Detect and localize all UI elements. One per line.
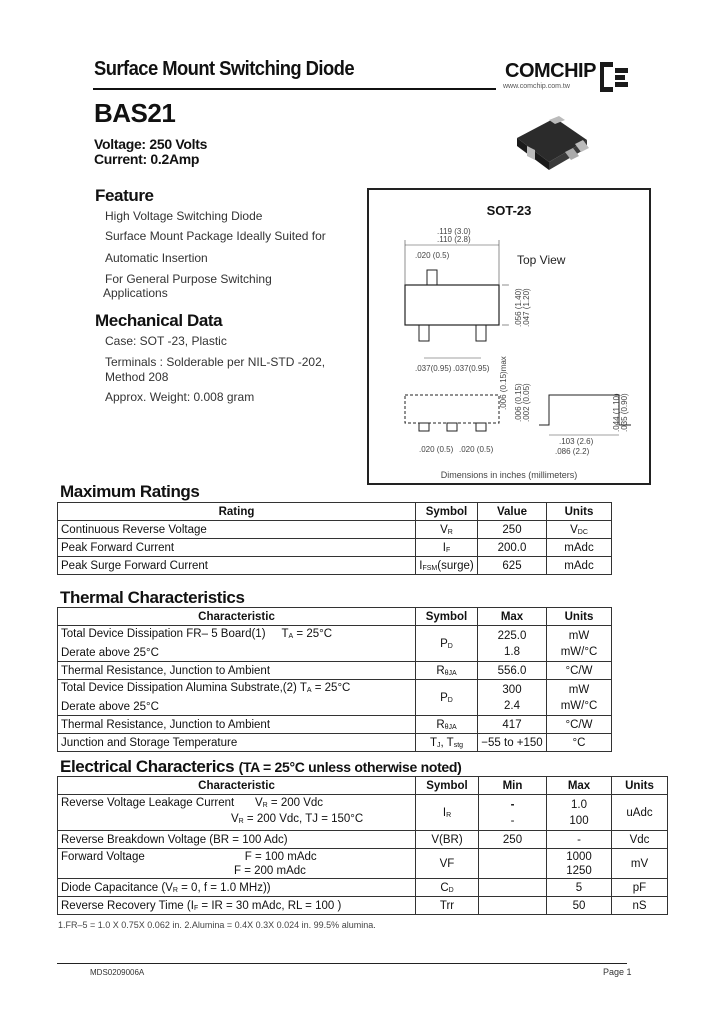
electrical-heading-note: (TA = 25°C unless otherwise noted) (238, 759, 462, 775)
page-number: Page 1 (603, 967, 632, 977)
cell-symbol: $I_F$ (416, 539, 478, 557)
table-row (58, 795, 668, 831)
brand-logo-icon (600, 62, 628, 92)
dim-label: .037(0.95) (415, 364, 452, 373)
sot23-package-image (505, 100, 600, 180)
voltage-spec: Voltage: 250 Volts (94, 136, 208, 152)
cell-symbol: $I_{FSM}(surge)$ (416, 557, 478, 575)
col-header: Symbol (416, 503, 478, 521)
dim-label: .006 (0.15) (514, 383, 523, 422)
title-rule (93, 88, 496, 90)
col-header: Rating (58, 503, 416, 521)
col-header: Min (479, 777, 547, 795)
cell-unit: nS (612, 897, 668, 915)
cell-characteristic: Total Device Dissipation Alumina Substrate,(2) $T_A = 25^\circ C$ Derate above 25°C (58, 680, 416, 716)
doc-number: MDS0209006A (90, 968, 145, 977)
cell-max: 225.0 1.8 (478, 626, 547, 662)
cell-value: 250 (478, 521, 547, 539)
cell-min (479, 897, 547, 915)
cell-unit: °C (547, 734, 612, 752)
table-row (58, 521, 612, 539)
cell-max: 417 (478, 716, 547, 734)
diagram-title: SOT-23 (486, 203, 532, 218)
cell-max: 300 2.4 (478, 680, 547, 716)
dim-label: .020 (0.5) (415, 251, 450, 260)
cell-unit: °C/W (547, 716, 612, 734)
cell-characteristic: Reverse Breakdown Voltage (BR = 100 Adc) (58, 831, 416, 849)
dim-label: .035 (0.90) (620, 393, 629, 432)
electrical-heading: Electrical Characterics (60, 757, 235, 776)
mechanical-method: Method 208 (105, 370, 169, 384)
cell-unit: pF (612, 879, 668, 897)
cell-symbol: $R_{\theta JA}$ (416, 662, 478, 680)
dim-label: .020 (0.5) (459, 445, 494, 454)
thermal-heading: Thermal Characteristics (60, 588, 245, 607)
col-header: Units (612, 777, 668, 795)
mechanical-terminals: Terminals : Solderable per NIL-STD -202, (105, 355, 326, 369)
feature-item: Automatic Insertion (105, 251, 208, 265)
dim-label: .110 (2.8) (437, 235, 471, 244)
package-diagram-box (367, 188, 651, 485)
table-row (58, 879, 668, 897)
cell-unit: mW mW/°C (547, 626, 612, 662)
table-row (58, 716, 612, 734)
col-header: Characteristic (58, 777, 416, 795)
cell-unit: uAdc (612, 795, 668, 831)
top-view-label: Top View (517, 253, 566, 267)
cell-max: 1.0 100 (547, 795, 612, 831)
cell-symbol: $P_D$ (416, 680, 478, 716)
col-header: Units (547, 503, 612, 521)
cell-value: 200.0 (478, 539, 547, 557)
cell-max: - (547, 831, 612, 849)
cell-characteristic: Reverse Voltage Leakage Current $V_R = 200$ Vdc $V_R = 200$ Vdc, TJ = 150°C (58, 795, 416, 831)
table-row (58, 831, 668, 849)
col-header: Characteristic (58, 608, 416, 626)
cell-unit: °C/W (547, 662, 612, 680)
cell-rating: Continuous Reverse Voltage (58, 521, 416, 539)
cell-rating: Peak Surge Forward Current (58, 557, 416, 575)
mechanical-case: Case: SOT -23, Plastic (105, 334, 227, 348)
col-header: Max (547, 777, 612, 795)
cell-min (479, 849, 547, 879)
feature-heading: Feature (95, 186, 154, 205)
dim-label: .020 (0.5) (419, 445, 454, 454)
dim-label: .047 (1.20) (522, 288, 531, 327)
table-footnote: 1.FR–5 = 1.0 X 0.75X 0.062 in. 2.Alumina = 0.4X 0.3X 0.024 in. 99.5% alumina. (58, 920, 376, 930)
cell-symbol: Trr (416, 897, 479, 915)
max-ratings-table (57, 502, 612, 575)
dim-label: .037(0.95) (453, 364, 490, 373)
cell-characteristic: Thermal Resistance, Junction to Ambient (58, 716, 416, 734)
cell-characteristic: Total Device Dissipation FR– 5 Board(1) $T_A = 25^\circ C$ Derate above 25°C (58, 626, 416, 662)
diagram-footnote: Dimensions in inches (millimeters) (440, 470, 578, 480)
table-row (58, 680, 612, 716)
footer-rule (57, 963, 627, 964)
cell-symbol: VF (416, 849, 479, 879)
cell-max: 556.0 (478, 662, 547, 680)
cell-min: 250 (479, 831, 547, 849)
cell-characteristic: Forward Voltage F = 100 mAdc F = 200 mAdc (58, 849, 416, 879)
cell-max: 5 (547, 879, 612, 897)
cell-min (479, 879, 547, 897)
dim-label: .103 (2.6) (559, 437, 594, 446)
part-number: BAS21 (94, 98, 176, 128)
brand-name: COMCHIP (505, 60, 596, 82)
cell-rating: Peak Forward Current (58, 539, 416, 557)
table-row (58, 734, 612, 752)
cell-characteristic: Thermal Resistance, Junction to Ambient (58, 662, 416, 680)
col-header: Symbol (416, 777, 479, 795)
feature-item: Surface Mount Package Ideally Suited for (105, 229, 326, 243)
cell-symbol: $R_{\theta JA}$ (416, 716, 478, 734)
cell-max: −55 to +150 (478, 734, 547, 752)
cell-symbol: V(BR) (416, 831, 479, 849)
cell-max: 50 (547, 897, 612, 915)
col-header: Symbol (416, 608, 478, 626)
cell-characteristic: Junction and Storage Temperature (58, 734, 416, 752)
cell-symbol: $P_D$ (416, 626, 478, 662)
max-ratings-heading: Maximum Ratings (60, 482, 200, 501)
table-row (58, 662, 612, 680)
cell-characteristic: Diode Capacitance ($V_R = 0$, f = 1.0 MHz)) (58, 879, 416, 897)
document-title: Surface Mount Switching Diode (94, 58, 355, 80)
table-row (58, 849, 668, 879)
mechanical-heading: Mechanical Data (95, 311, 223, 330)
brand-url: www.comchip.com.tw (503, 83, 570, 90)
feature-item: High Voltage Switching Diode (105, 209, 263, 223)
feature-item: For General Purpose Switching (105, 272, 272, 286)
cell-unit: mV (612, 849, 668, 879)
electrical-table (57, 776, 668, 915)
table-row (58, 539, 612, 557)
dim-label: .119 (3.0) (437, 227, 471, 236)
thermal-table (57, 607, 612, 752)
cell-unit: mAdc (547, 539, 612, 557)
cell-symbol: $V_R$ (416, 521, 478, 539)
cell-symbol: $T_J$, $T_{stg}$ (416, 734, 478, 752)
mechanical-weight: Approx. Weight: 0.008 gram (105, 390, 255, 404)
cell-characteristic: Reverse Recovery Time ($I_F$ = IR = 30 mAdc, RL = 100 ) (58, 897, 416, 915)
table-row (58, 897, 668, 915)
table-row (58, 626, 612, 662)
dim-label: .086 (2.2) (555, 447, 590, 456)
cell-max: 1000 1250 (547, 849, 612, 879)
cell-unit: $V_{DC}$ (547, 521, 612, 539)
dim-label: .006 (0.15)max (499, 356, 508, 410)
electrical-heading-wrap (60, 757, 462, 777)
table-row (58, 557, 612, 575)
cell-symbol: $C_D$ (416, 879, 479, 897)
cell-value: 625 (478, 557, 547, 575)
dim-label: .044 (1.10) (612, 393, 621, 432)
cell-unit: mAdc (547, 557, 612, 575)
cell-symbol: $I_R$ (416, 795, 479, 831)
col-header: Units (547, 608, 612, 626)
col-header: Max (478, 608, 547, 626)
dim-label: .002 (0.05) (522, 383, 531, 422)
feature-item: Applications (103, 286, 168, 300)
cell-min: - - (479, 795, 547, 831)
current-spec: Current: 0.2Amp (94, 151, 200, 167)
cell-unit: mW mW/°C (547, 680, 612, 716)
dim-label: .056 (1.40) (514, 288, 523, 327)
cell-unit: Vdc (612, 831, 668, 849)
col-header: Value (478, 503, 547, 521)
